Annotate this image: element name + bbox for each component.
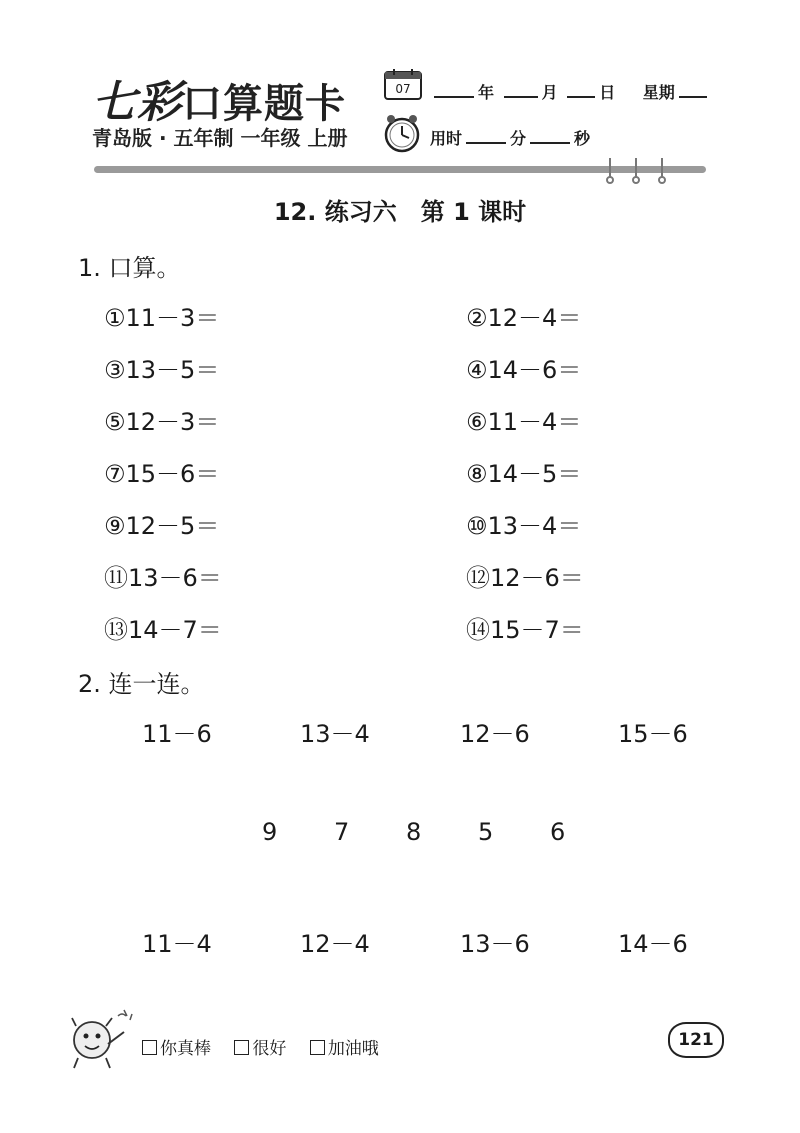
match-top-expr-3[interactable]: 12－6 <box>460 720 530 748</box>
day-label: 日 <box>599 83 616 102</box>
month-label: 月 <box>541 83 558 102</box>
section-1-title: 1. 口算。 <box>78 254 181 282</box>
problem-4: ④14－6＝ <box>466 356 582 384</box>
problem-3: ③13－5＝ <box>104 356 220 384</box>
rating-option-1[interactable]: 你真棒 <box>142 1039 211 1059</box>
brand-title <box>92 66 346 130</box>
problem-10: ⑩13－4＝ <box>466 512 582 540</box>
problem-5: ⑤12－3＝ <box>104 408 220 436</box>
page-number: 121 <box>668 1022 724 1058</box>
checkbox-icon[interactable] <box>142 1040 157 1055</box>
calendar-day: 07 <box>395 82 411 96</box>
calendar-icon <box>384 68 422 100</box>
problem-2: ②12－4＝ <box>466 304 582 332</box>
clock-icon <box>382 114 422 154</box>
problem-1: ①11－3＝ <box>104 304 220 332</box>
match-number-2[interactable]: 7 <box>334 818 350 846</box>
match-bottom-expr-4[interactable]: 14－6 <box>618 930 688 958</box>
match-number-1[interactable]: 9 <box>262 818 278 846</box>
checkbox-icon[interactable] <box>310 1040 325 1055</box>
self-rating <box>142 1034 397 1059</box>
second-label: 秒 <box>574 129 591 148</box>
problem-13: ⑬14－7＝ <box>104 616 222 644</box>
date-fill-line <box>430 80 711 103</box>
match-bottom-expr-2[interactable]: 12－4 <box>300 930 370 958</box>
mascot-icon <box>66 1006 136 1070</box>
match-number-3[interactable]: 8 <box>406 818 422 846</box>
problem-9: ⑨12－5＝ <box>104 512 220 540</box>
match-number-4[interactable]: 5 <box>478 818 494 846</box>
match-top-expr-1[interactable]: 11－6 <box>142 720 212 748</box>
match-top-expr-4[interactable]: 15－6 <box>618 720 688 748</box>
brand-rest: 口算题卡 <box>182 81 346 127</box>
rating-option-3[interactable]: 加油哦 <box>310 1039 379 1059</box>
section-2-title: 2. 连一连。 <box>78 670 205 698</box>
rating-option-2[interactable]: 很好 <box>234 1039 286 1059</box>
problem-8: ⑧14－5＝ <box>466 460 582 488</box>
time-fill-line <box>430 126 590 149</box>
problem-6: ⑥11－4＝ <box>466 408 582 436</box>
year-label: 年 <box>478 83 495 102</box>
week-label: 星期 <box>642 83 675 102</box>
checkbox-icon[interactable] <box>234 1040 249 1055</box>
minute-label: 分 <box>510 129 527 148</box>
lesson-title: 12. 练习六 第 1 课时 <box>273 198 527 226</box>
match-top-expr-2[interactable]: 13－4 <box>300 720 370 748</box>
brand-qi: 七彩 <box>92 77 182 128</box>
problem-14: ⑭15－7＝ <box>466 616 584 644</box>
binder-rings-icon <box>604 156 674 184</box>
edition-subtitle: 青岛版 · 五年制 一年级 上册 <box>92 126 348 150</box>
match-bottom-expr-1[interactable]: 11－4 <box>142 930 212 958</box>
match-number-5[interactable]: 6 <box>550 818 566 846</box>
problem-7: ⑦15－6＝ <box>104 460 220 488</box>
problem-11: ⑪13－6＝ <box>104 564 222 592</box>
time-label: 用时 <box>430 129 463 148</box>
problem-12: ⑫12－6＝ <box>466 564 584 592</box>
match-bottom-expr-3[interactable]: 13－6 <box>460 930 530 958</box>
